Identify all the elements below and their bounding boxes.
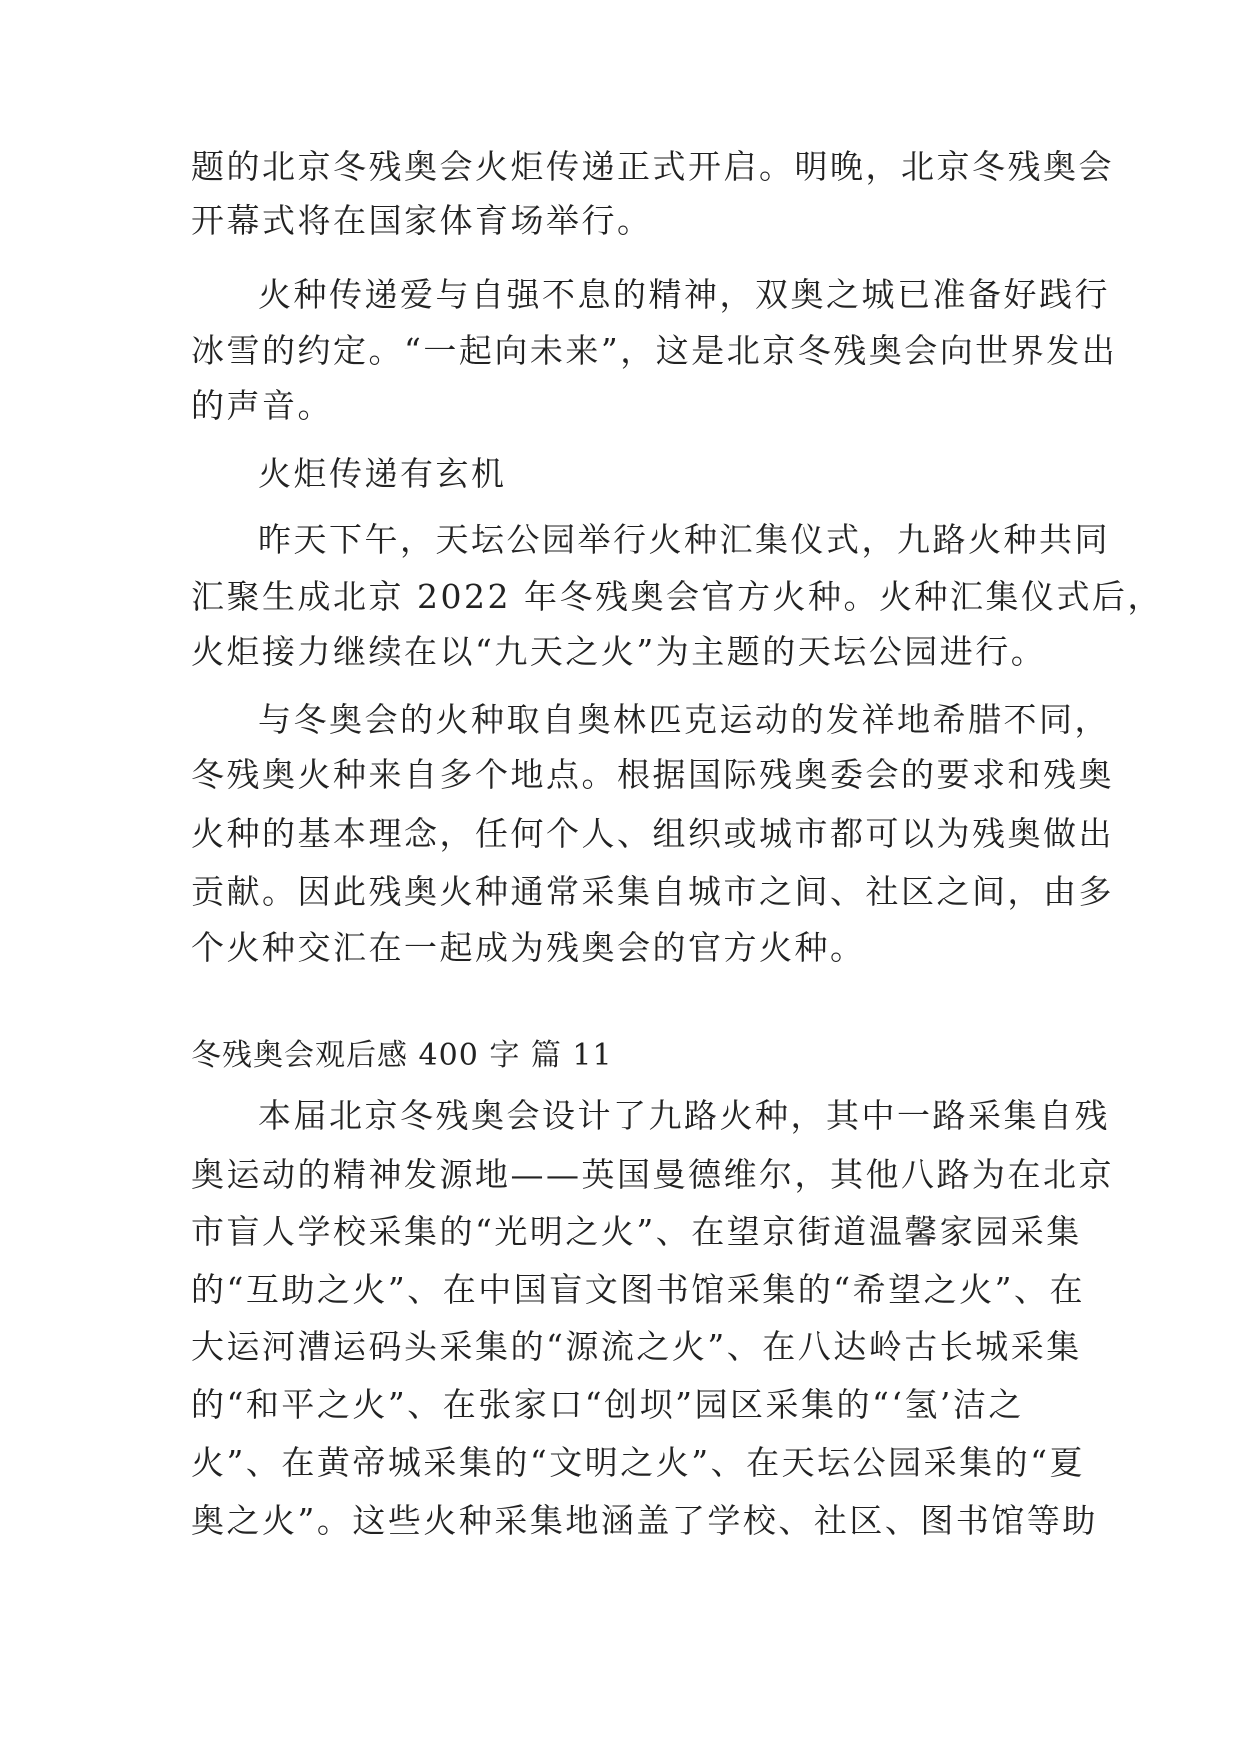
paragraph-line: 冰雪的约定。“一起向未来”，这是北京冬残奥会向世界发出 [191, 331, 1118, 370]
paragraph-line: 火”、在黄帝城采集的“文明之火”、在天坛公园采集的“夏 [191, 1443, 1085, 1482]
paragraph-line: 与冬奥会的火种取自奥林匹克运动的发祥地希腊不同， [258, 700, 1110, 739]
paragraph-line: 市盲人学校采集的“光明之火”、在望京街道温馨家园采集 [191, 1212, 1082, 1251]
paragraph-line: 冬残奥火种来自多个地点。根据国际残奥委会的要求和残奥 [191, 755, 1114, 794]
paragraph-line: 火种传递爱与自强不息的精神，双奥之城已准备好践行 [258, 275, 1110, 314]
paragraph-line: 的“互助之火”、在中国盲文图书馆采集的“希望之火”、在 [191, 1270, 1085, 1309]
paragraph-line: 本届北京冬残奥会设计了九路火种，其中一路采集自残 [258, 1096, 1110, 1135]
paragraph-line: 题的北京冬残奥会火炬传递正式开启。明晚，北京冬残奥会 [191, 147, 1114, 186]
paragraph-line: 个火种交汇在一起成为残奥会的官方火种。 [191, 928, 866, 967]
section-subheading: 火炬传递有玄机 [258, 454, 507, 493]
paragraph-line: 昨天下午，天坛公园举行火种汇集仪式，九路火种共同 [258, 520, 1110, 559]
paragraph-line: 火种的基本理念，任何个人、组织或城市都可以为残奥做出 [191, 814, 1114, 853]
paragraph-line: 的“和平之火”、在张家口“创坝”园区采集的“‘氢’洁之 [191, 1385, 1024, 1424]
paragraph-line: 奥运动的精神发源地——英国曼德维尔，其他八路为在北京 [191, 1155, 1114, 1194]
paragraph-line: 的声音。 [191, 386, 333, 425]
paragraph-line: 汇聚生成北京 2022 年冬残奥会官方火种。火种汇集仪式后， [191, 577, 1163, 616]
section-heading: 冬残奥会观后感 400 字 篇 11 [191, 1038, 613, 1073]
paragraph-line: 大运河漕运码头采集的“源流之火”、在八达岭古长城采集 [191, 1327, 1082, 1366]
paragraph-line: 火炬接力继续在以“九天之火”为主题的天坛公园进行。 [191, 632, 1047, 671]
paragraph-line: 开幕式将在国家体育场举行。 [191, 201, 653, 240]
paragraph-line: 贡献。因此残奥火种通常采集自城市之间、社区之间，由多 [191, 872, 1114, 911]
paragraph-line: 奥之火”。这些火种采集地涵盖了学校、社区、图书馆等助 [191, 1501, 1098, 1540]
